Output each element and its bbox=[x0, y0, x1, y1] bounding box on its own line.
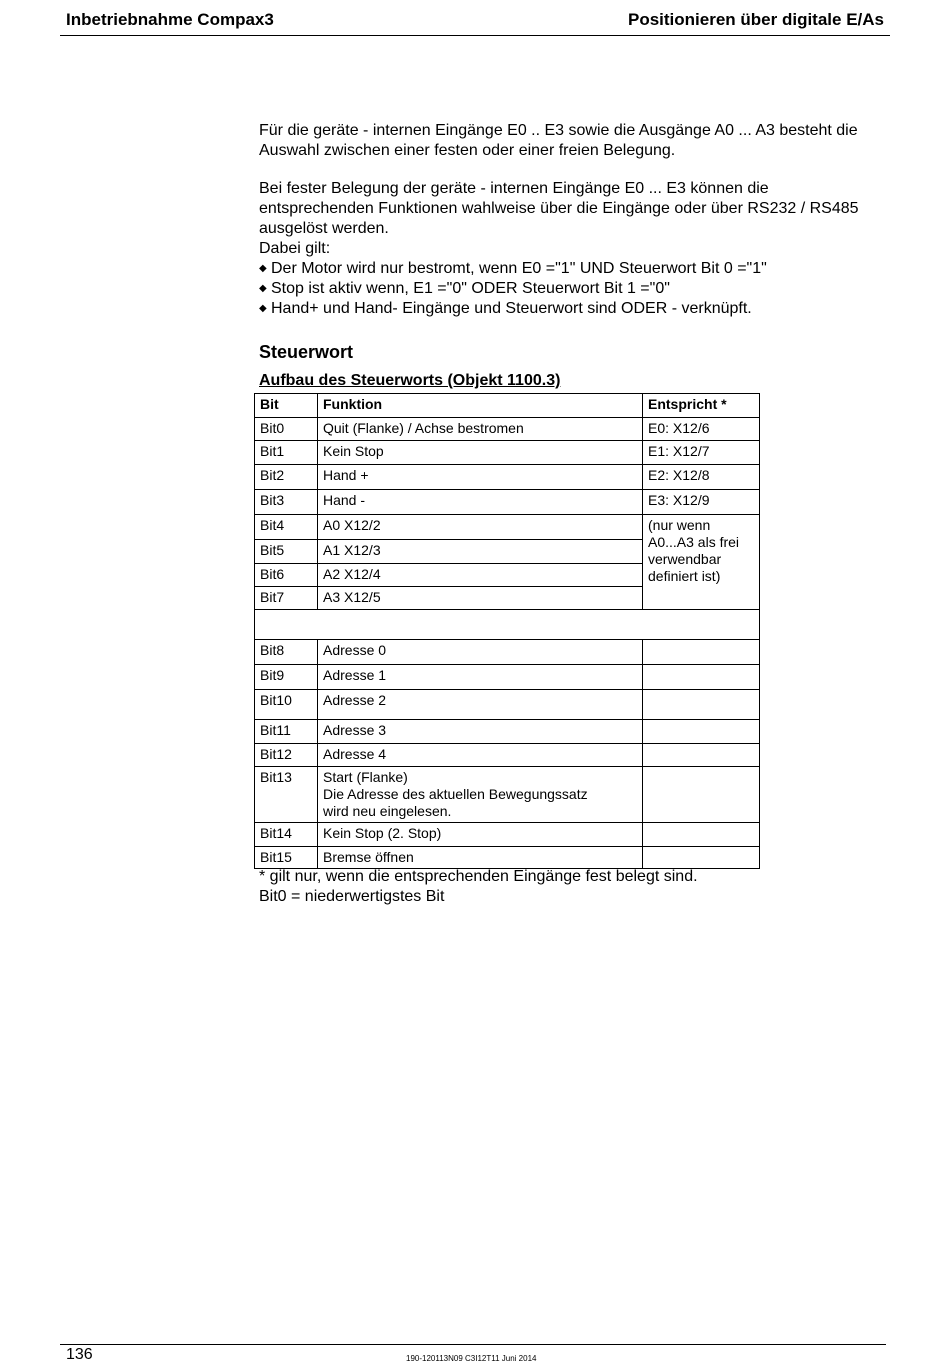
cell-function: Quit (Flanke) / Achse bestromen bbox=[318, 418, 643, 441]
cell-bit: Bit11 bbox=[255, 720, 318, 744]
cell-function: Adresse 2 bbox=[318, 690, 643, 720]
cell-bit: Bit6 bbox=[255, 564, 318, 587]
cell-corresponds: E2: X12/8 bbox=[643, 465, 760, 490]
header-corresponds: Entspricht * bbox=[643, 394, 760, 418]
function-line: wird neu eingelesen. bbox=[323, 803, 452, 819]
rules-list bbox=[259, 259, 879, 319]
table-row bbox=[255, 690, 760, 720]
cell-bit: Bit12 bbox=[255, 744, 318, 767]
footer-divider bbox=[60, 1344, 886, 1345]
cell-corresponds bbox=[643, 847, 760, 869]
header-function: Funktion bbox=[318, 394, 643, 418]
footnote-line: Bit0 = niederwertigstes Bit bbox=[259, 888, 445, 905]
table-row bbox=[255, 441, 760, 465]
table-caption: Aufbau des Steuerworts (Objekt 1100.3) bbox=[259, 372, 561, 389]
cell-bit: Bit9 bbox=[255, 665, 318, 690]
cell-bit: Bit3 bbox=[255, 490, 318, 515]
cell-function: Hand - bbox=[318, 490, 643, 515]
cell-function: Adresse 1 bbox=[318, 665, 643, 690]
table-row bbox=[255, 720, 760, 744]
cell-function: Hand + bbox=[318, 465, 643, 490]
cell-function: Adresse 4 bbox=[318, 744, 643, 767]
cell-bit: Bit8 bbox=[255, 640, 318, 665]
cell-corresponds bbox=[643, 767, 760, 823]
cell-function: A3 X12/5 bbox=[318, 587, 643, 610]
cell-bit: Bit14 bbox=[255, 823, 318, 847]
header-divider bbox=[60, 35, 890, 36]
diamond-bullet-icon: ◆ bbox=[259, 283, 267, 294]
cell-outputs-note: (nur wenn A0...A3 als frei verwendbar definiert ist) bbox=[643, 515, 760, 610]
function-line: Start (Flanke) bbox=[323, 769, 408, 785]
cell-bit: Bit10 bbox=[255, 690, 318, 720]
list-item bbox=[259, 259, 879, 279]
cell-corresponds bbox=[643, 744, 760, 767]
table-spacer-row bbox=[255, 610, 760, 640]
document-id: 190-120113N09 C3I12T11 Juni 2014 bbox=[406, 1354, 537, 1363]
table-row bbox=[255, 744, 760, 767]
cell-corresponds bbox=[643, 690, 760, 720]
cell-corresponds bbox=[643, 720, 760, 744]
function-line: Die Adresse des aktuellen Bewegungssatz bbox=[323, 786, 588, 802]
intro-paragraph-3: Dabei gilt: bbox=[259, 240, 331, 257]
cell-function: A1 X12/3 bbox=[318, 540, 643, 564]
cell-bit: Bit0 bbox=[255, 418, 318, 441]
cell-bit: Bit15 bbox=[255, 847, 318, 869]
cell-bit: Bit4 bbox=[255, 515, 318, 540]
cell-function: Kein Stop bbox=[318, 441, 643, 465]
cell-corresponds bbox=[643, 823, 760, 847]
cell-bit: Bit5 bbox=[255, 540, 318, 564]
page-number: 136 bbox=[66, 1346, 93, 1363]
intro-paragraph-1: Für die geräte - internen Eingänge E0 .. E3 sowie die Ausgänge A0 ... A3 besteht die Auswahl zwischen einer festen oder einer freien Belegung. bbox=[259, 122, 858, 159]
cell-bit: Bit13 bbox=[255, 767, 318, 823]
cell-function: A2 X12/4 bbox=[318, 564, 643, 587]
cell-function: A0 X12/2 bbox=[318, 515, 643, 540]
table-row bbox=[255, 640, 760, 665]
cell-corresponds: E0: X12/6 bbox=[643, 418, 760, 441]
list-item-text: Hand+ und Hand- Eingänge und Steuerwort sind ODER - verknüpft. bbox=[271, 300, 752, 317]
table-row bbox=[255, 490, 760, 515]
table-footnotes bbox=[259, 867, 698, 907]
table-row bbox=[255, 515, 760, 540]
control-word-table bbox=[254, 393, 760, 869]
table-row bbox=[255, 418, 760, 441]
list-item bbox=[259, 299, 879, 319]
header-chapter-title: Inbetriebnahme Compax3 bbox=[66, 10, 274, 29]
table-row bbox=[255, 465, 760, 490]
diamond-bullet-icon: ◆ bbox=[259, 303, 267, 314]
intro-paragraph-2: Bei fester Belegung der geräte - internen Eingänge E0 ... E3 können die entsprechenden Funktionen wahlweise über die Eingänge oder über RS232 / RS485 ausgelöst werden. bbox=[259, 180, 859, 237]
main-content bbox=[259, 121, 879, 391]
cell-function bbox=[318, 767, 643, 823]
cell-bit: Bit1 bbox=[255, 441, 318, 465]
cell-corresponds bbox=[643, 665, 760, 690]
list-item-text: Der Motor wird nur bestromt, wenn E0 ="1" UND Steuerwort Bit 0 ="1" bbox=[271, 260, 767, 277]
cell-corresponds bbox=[643, 640, 760, 665]
table-row bbox=[255, 767, 760, 823]
diamond-bullet-icon: ◆ bbox=[259, 263, 267, 274]
cell-bit: Bit7 bbox=[255, 587, 318, 610]
cell-corresponds: E1: X12/7 bbox=[643, 441, 760, 465]
table-row bbox=[255, 665, 760, 690]
cell-corresponds: E3: X12/9 bbox=[643, 490, 760, 515]
table-header-row bbox=[255, 394, 760, 418]
header-section-title: Positionieren über digitale E/As bbox=[628, 10, 884, 29]
table-row bbox=[255, 847, 760, 869]
list-item-text: Stop ist aktiv wenn, E1 ="0" ODER Steuerwort Bit 1 ="0" bbox=[271, 280, 670, 297]
section-title: Steuerwort bbox=[259, 342, 354, 362]
header-bit: Bit bbox=[255, 394, 318, 418]
table-row bbox=[255, 823, 760, 847]
cell-function: Adresse 3 bbox=[318, 720, 643, 744]
cell-function: Adresse 0 bbox=[318, 640, 643, 665]
empty-separator-cell bbox=[255, 610, 760, 640]
list-item bbox=[259, 279, 879, 299]
cell-function: Kein Stop (2. Stop) bbox=[318, 823, 643, 847]
cell-function: Bremse öffnen bbox=[318, 847, 643, 869]
cell-bit: Bit2 bbox=[255, 465, 318, 490]
footnote-line: * gilt nur, wenn die entsprechenden Eingänge fest belegt sind. bbox=[259, 868, 698, 885]
